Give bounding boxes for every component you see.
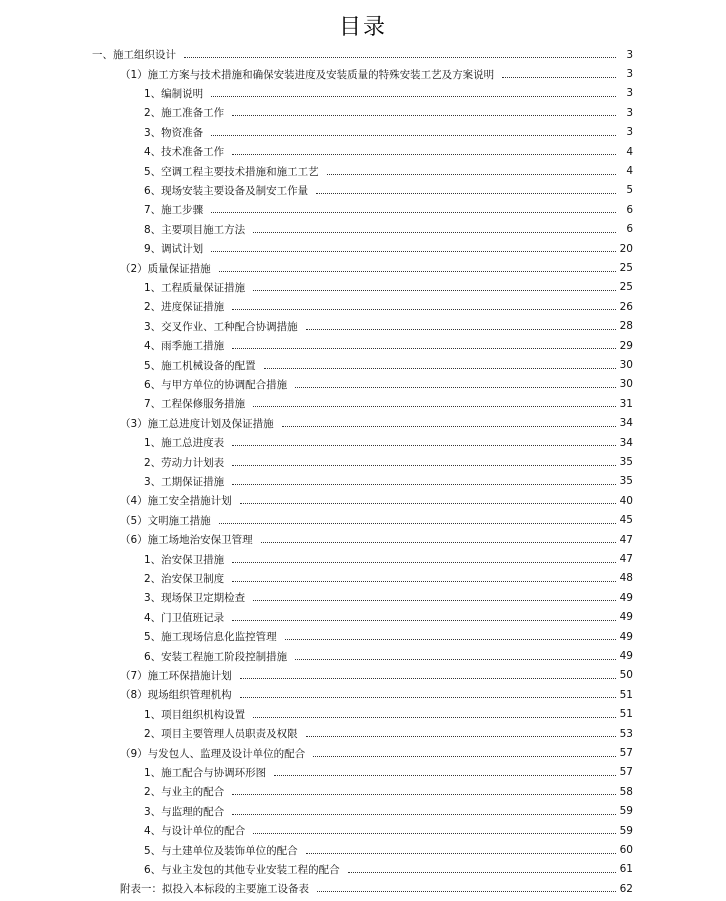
toc-entry[interactable] bbox=[120, 743, 633, 762]
toc-entry-page-number: 58 bbox=[619, 785, 633, 798]
toc-entry-label: （2）质量保证措施 bbox=[120, 262, 211, 275]
dot-leader bbox=[219, 271, 616, 272]
toc-entry[interactable] bbox=[144, 433, 633, 452]
dot-leader bbox=[261, 542, 616, 543]
dot-leader bbox=[240, 678, 616, 679]
toc-entry-page-number: 6 bbox=[626, 203, 633, 216]
toc-entry-label: 4、与设计单位的配合 bbox=[144, 825, 246, 838]
toc-entry[interactable] bbox=[144, 239, 633, 258]
dot-leader bbox=[253, 290, 616, 291]
toc-entry-page-number: 20 bbox=[619, 242, 633, 255]
dot-leader bbox=[282, 426, 616, 427]
toc-entry[interactable] bbox=[144, 278, 633, 297]
toc-entry[interactable] bbox=[144, 646, 633, 665]
toc-entry-label: 2、治安保卫制度 bbox=[144, 572, 225, 585]
dot-leader bbox=[232, 348, 616, 349]
toc-entry-page-number: 35 bbox=[619, 475, 633, 488]
toc-entry-label: （5）文明施工措施 bbox=[120, 514, 211, 527]
toc-entry-page-number: 3 bbox=[626, 87, 633, 100]
dot-leader bbox=[253, 232, 616, 233]
toc-entry[interactable] bbox=[120, 491, 633, 510]
toc-entry[interactable] bbox=[144, 821, 633, 840]
dot-leader bbox=[232, 562, 616, 563]
toc-entry-page-number: 4 bbox=[626, 145, 633, 158]
toc-entry-page-number: 34 bbox=[619, 417, 633, 430]
toc-entry[interactable] bbox=[144, 588, 633, 607]
toc-entry-label: 5、空调工程主要技术措施和施工工艺 bbox=[144, 165, 319, 178]
toc-entry-page-number: 3 bbox=[626, 106, 633, 119]
toc-entry-page-number: 3 bbox=[626, 68, 633, 81]
dot-leader bbox=[211, 96, 616, 97]
toc-entry[interactable] bbox=[144, 705, 633, 724]
toc-entry[interactable] bbox=[144, 336, 633, 355]
toc-entry-page-number: 49 bbox=[619, 611, 633, 624]
toc-entry[interactable] bbox=[144, 452, 633, 471]
toc-entry[interactable] bbox=[120, 685, 633, 704]
toc-entry-label: （4）施工安全措施计划 bbox=[120, 495, 232, 508]
toc-entry-page-number: 29 bbox=[619, 339, 633, 352]
toc-entry-page-number: 48 bbox=[619, 572, 633, 585]
dot-leader bbox=[348, 872, 616, 873]
toc-entry-label: 7、施工步骤 bbox=[144, 204, 204, 217]
toc-entry-label: 5、与土建单位及装饰单位的配合 bbox=[144, 844, 298, 857]
dot-leader bbox=[232, 794, 616, 795]
dot-leader bbox=[316, 193, 616, 194]
toc-entry[interactable] bbox=[144, 840, 633, 859]
toc-entry-page-number: 60 bbox=[619, 844, 633, 857]
toc-entry-page-number: 3 bbox=[626, 126, 633, 139]
toc-entry-label: 2、施工准备工作 bbox=[144, 107, 225, 120]
toc-entry-page-number: 26 bbox=[619, 300, 633, 313]
toc-entry-label: （1）施工方案与技术措施和确保安装进度及安装质量的特殊安装工艺及方案说明 bbox=[120, 68, 495, 81]
toc-entry-page-number: 53 bbox=[619, 727, 633, 740]
toc-entry-page-number: 47 bbox=[619, 533, 633, 546]
dot-leader bbox=[253, 600, 616, 601]
toc-entry-label: 2、项目主要管理人员职责及权限 bbox=[144, 728, 298, 741]
toc-entry-page-number: 4 bbox=[626, 165, 633, 178]
toc-entry[interactable] bbox=[120, 64, 633, 83]
toc-entry-label: 8、主要项目施工方法 bbox=[144, 223, 246, 236]
toc-entry-label: 1、施工配合与协调环形图 bbox=[144, 766, 267, 779]
dot-leader bbox=[306, 853, 616, 854]
dot-leader bbox=[240, 697, 616, 698]
toc-entry-label: 2、劳动力计划表 bbox=[144, 456, 225, 469]
dot-leader bbox=[232, 465, 616, 466]
toc-entry[interactable] bbox=[144, 375, 633, 394]
dot-leader bbox=[306, 736, 616, 737]
dot-leader bbox=[232, 814, 616, 815]
toc-entry-page-number: 40 bbox=[619, 494, 633, 507]
toc-entry-page-number: 3 bbox=[626, 48, 633, 61]
toc-entry-label: （3）施工总进度计划及保证措施 bbox=[120, 417, 274, 430]
dot-leader bbox=[327, 174, 616, 175]
toc-entry-page-number: 31 bbox=[619, 397, 633, 410]
dot-leader bbox=[211, 251, 616, 252]
toc-entry[interactable] bbox=[144, 84, 633, 103]
toc-entry[interactable] bbox=[144, 200, 633, 219]
toc-entry-page-number: 57 bbox=[619, 766, 633, 779]
toc-entry-label: 3、与监理的配合 bbox=[144, 805, 225, 818]
toc-entry[interactable] bbox=[144, 608, 633, 627]
dot-leader bbox=[240, 503, 616, 504]
dot-leader bbox=[232, 445, 616, 446]
toc-entry-page-number: 30 bbox=[619, 378, 633, 391]
toc-entry-page-number: 35 bbox=[619, 456, 633, 469]
dot-leader bbox=[253, 833, 616, 834]
toc-entry-label: （6）施工场地治安保卫管理 bbox=[120, 534, 253, 547]
toc-entry-label: 6、安装工程施工阶段控制措施 bbox=[144, 650, 288, 663]
toc-entry-label: 3、交叉作业、工种配合协调措施 bbox=[144, 320, 298, 333]
dot-leader bbox=[232, 154, 616, 155]
toc-entry-label: 2、进度保证措施 bbox=[144, 301, 225, 314]
toc-entry-page-number: 51 bbox=[619, 708, 633, 721]
toc-entry-page-number: 25 bbox=[619, 262, 633, 275]
dot-leader bbox=[274, 775, 616, 776]
dot-leader bbox=[232, 115, 616, 116]
toc-entry-label: 5、施工机械设备的配置 bbox=[144, 359, 256, 372]
toc-entry[interactable] bbox=[144, 297, 633, 316]
toc-entry[interactable] bbox=[144, 860, 633, 879]
toc-entry-page-number: 59 bbox=[619, 805, 633, 818]
toc-entry-page-number: 6 bbox=[626, 223, 633, 236]
dot-leader bbox=[232, 620, 616, 621]
toc-entry[interactable] bbox=[144, 355, 633, 374]
toc-entry-label: 9、调试计划 bbox=[144, 243, 204, 256]
toc-entry-label: 一、施工组织设计 bbox=[92, 49, 176, 62]
toc-entry-page-number: 45 bbox=[619, 514, 633, 527]
toc-entry[interactable] bbox=[92, 45, 633, 64]
toc-entry-label: 3、工期保证措施 bbox=[144, 475, 225, 488]
toc-entry-page-number: 47 bbox=[619, 553, 633, 566]
toc-entry[interactable] bbox=[144, 142, 633, 161]
dot-leader bbox=[219, 523, 616, 524]
dot-leader bbox=[317, 891, 616, 892]
toc-entry[interactable] bbox=[144, 802, 633, 821]
toc-entry[interactable] bbox=[144, 763, 633, 782]
toc-entry-label: 5、施工现场信息化监控管理 bbox=[144, 631, 277, 644]
toc-entry-label: 1、工程质量保证措施 bbox=[144, 281, 246, 294]
dot-leader bbox=[264, 368, 616, 369]
dot-leader bbox=[306, 329, 616, 330]
toc-entry-page-number: 50 bbox=[619, 669, 633, 682]
toc-entry-label: 1、项目组织机构设置 bbox=[144, 708, 246, 721]
toc-entry[interactable] bbox=[144, 782, 633, 801]
toc-title: 目录 bbox=[338, 15, 387, 40]
toc-entry[interactable] bbox=[144, 549, 633, 568]
toc-entry-label: 1、治安保卫措施 bbox=[144, 553, 225, 566]
toc-entry[interactable] bbox=[120, 879, 633, 898]
toc-entry[interactable] bbox=[144, 317, 633, 336]
toc-entry-page-number: 5 bbox=[626, 184, 633, 197]
dot-leader bbox=[285, 639, 616, 640]
toc-entry-page-number: 30 bbox=[619, 359, 633, 372]
toc-entry-page-number: 51 bbox=[619, 688, 633, 701]
toc-entry-page-number: 57 bbox=[619, 747, 633, 760]
toc-entry[interactable] bbox=[144, 161, 633, 180]
toc-entry-label: 4、雨季施工措施 bbox=[144, 340, 225, 353]
toc-entry[interactable] bbox=[144, 394, 633, 413]
dot-leader bbox=[211, 212, 616, 213]
toc-entry[interactable] bbox=[144, 724, 633, 743]
toc-entry[interactable] bbox=[144, 472, 633, 491]
toc-entry-label: 6、与甲方单位的协调配合措施 bbox=[144, 378, 288, 391]
toc-entry[interactable] bbox=[144, 220, 633, 239]
toc-entry-label: （7）施工环保措施计划 bbox=[120, 669, 232, 682]
dot-leader bbox=[211, 135, 616, 136]
toc-entry-label: 3、现场保卫定期检查 bbox=[144, 592, 246, 605]
toc-entry-label: 1、编制说明 bbox=[144, 87, 204, 100]
toc-entry-label: （8）现场组织管理机构 bbox=[120, 689, 232, 702]
toc-entry[interactable] bbox=[144, 627, 633, 646]
toc-entry[interactable] bbox=[144, 123, 633, 142]
dot-leader bbox=[313, 756, 616, 757]
toc-entry-page-number: 59 bbox=[619, 824, 633, 837]
dot-leader bbox=[502, 77, 616, 78]
toc-entry-label: 附表一：拟投入本标段的主要施工设备表 bbox=[120, 883, 309, 896]
dot-leader bbox=[295, 387, 616, 388]
dot-leader bbox=[253, 406, 616, 407]
dot-leader bbox=[232, 484, 616, 485]
toc-entry-page-number: 61 bbox=[619, 863, 633, 876]
toc-entry-page-number: 25 bbox=[619, 281, 633, 294]
toc-entry-page-number: 34 bbox=[619, 436, 633, 449]
toc-entry[interactable] bbox=[120, 258, 633, 277]
toc-entry-label: 2、与业主的配合 bbox=[144, 786, 225, 799]
toc-entry-label: 6、现场安装主要设备及制安工作量 bbox=[144, 184, 309, 197]
toc-entry[interactable] bbox=[144, 569, 633, 588]
toc-entry[interactable] bbox=[120, 666, 633, 685]
toc-entry[interactable] bbox=[120, 530, 633, 549]
dot-leader bbox=[232, 309, 616, 310]
toc-entry-page-number: 49 bbox=[619, 630, 633, 643]
toc-entry-label: 4、技术准备工作 bbox=[144, 146, 225, 159]
toc-entry[interactable] bbox=[120, 511, 633, 530]
toc-entry[interactable] bbox=[144, 181, 633, 200]
toc-entry-page-number: 49 bbox=[619, 591, 633, 604]
toc-entry-label: 3、物资准备 bbox=[144, 126, 204, 139]
toc-entry[interactable] bbox=[144, 103, 633, 122]
toc-entry-label: 6、与业主发包的其他专业安装工程的配合 bbox=[144, 863, 340, 876]
toc-entry-page-number: 62 bbox=[619, 882, 633, 895]
toc-entry-label: 7、工程保修服务措施 bbox=[144, 398, 246, 411]
dot-leader bbox=[184, 57, 616, 58]
toc-entry-page-number: 49 bbox=[619, 650, 633, 663]
toc-entry-label: 4、门卫值班记录 bbox=[144, 611, 225, 624]
dot-leader bbox=[295, 659, 616, 660]
dot-leader bbox=[253, 717, 616, 718]
toc-entry-label: 1、施工总进度表 bbox=[144, 437, 225, 450]
toc-entry-page-number: 28 bbox=[619, 320, 633, 333]
dot-leader bbox=[232, 581, 616, 582]
toc-entry-label: （9）与发包人、监理及设计单位的配合 bbox=[120, 747, 306, 760]
toc-entry[interactable] bbox=[120, 414, 633, 433]
